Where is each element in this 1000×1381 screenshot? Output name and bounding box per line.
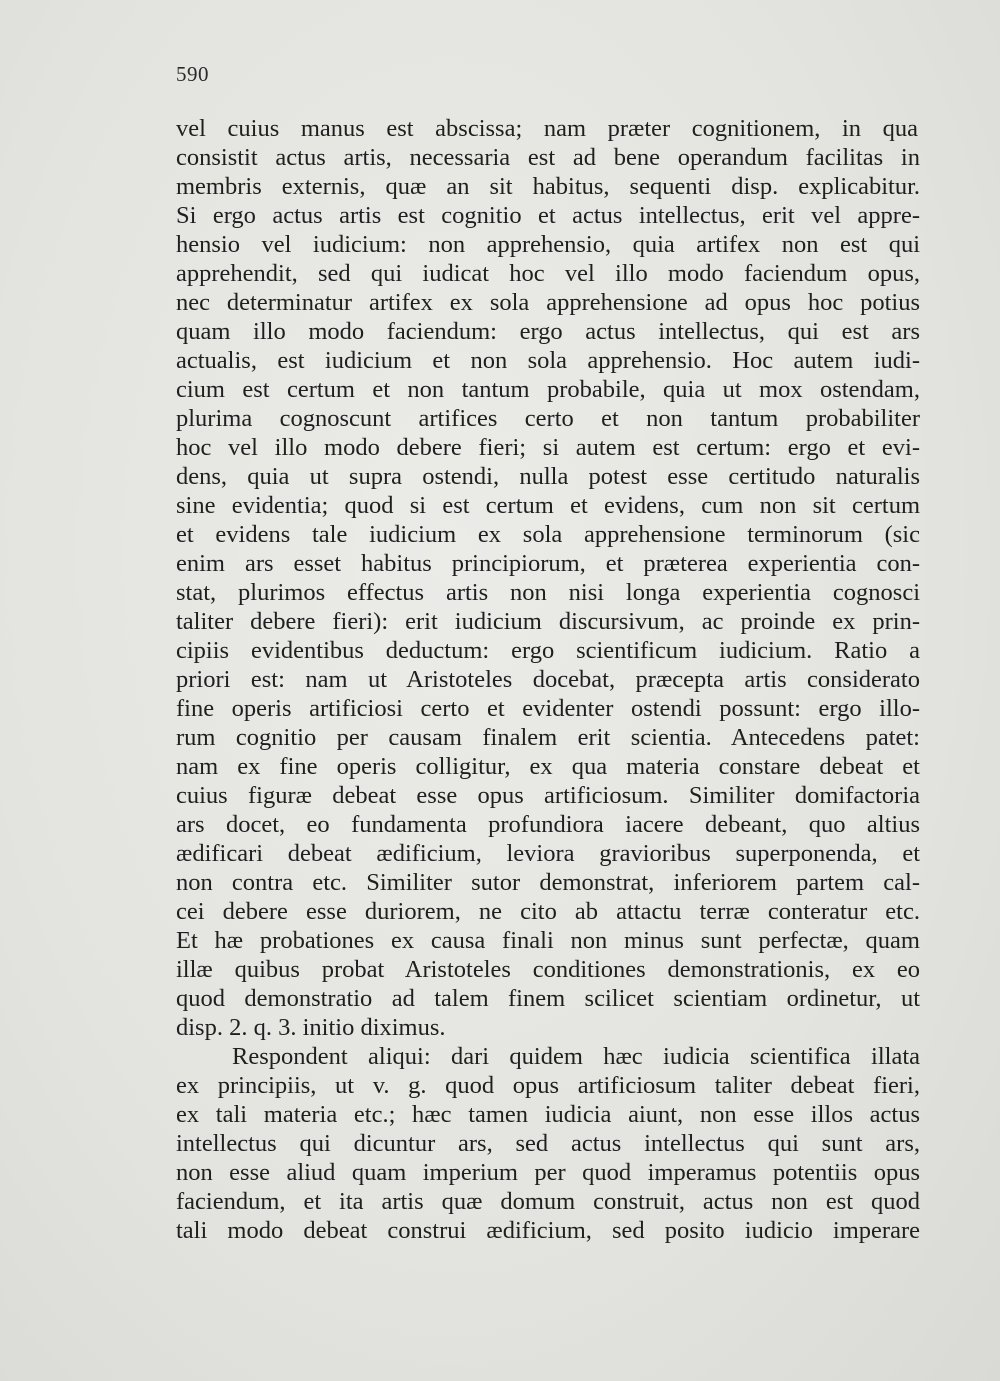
text-line: membris externis, quæ an sit habitus, sequenti disp. explicabitur. [176, 173, 920, 200]
text-line: hoc vel illo modo debere fieri; si autem est certum: ergo et evi- [176, 434, 920, 461]
text-line: intellectus qui dicuntur ars, sed actus intellectus qui sunt ars, [176, 1130, 920, 1157]
text-line: vel cuius manus est abscissa; nam præter cognitionem, in qua [176, 115, 918, 142]
text-line: nam ex fine operis colligitur, ex qua materia constare debeat et [176, 753, 920, 780]
text-line: non esse aliud quam imperium per quod imperamus potentiis opus [176, 1159, 920, 1186]
text-line: cipiis evidentibus deductum: ergo scientificum iudicium. Ratio a [176, 637, 920, 664]
text-line: tali modo debeat construi ædificium, sed posito iudicio imperare [176, 1217, 920, 1244]
text-line: quam illo modo faciendum: ergo actus intellectus, qui est ars [176, 318, 920, 345]
text-line: ædificari debeat ædificium, leviora gravioribus superponenda, et [176, 840, 920, 867]
text-line: plurima cognoscunt artifices certo et non tantum probabiliter [176, 405, 920, 432]
text-line: cei debere esse duriorem, ne cito ab attactu terræ conteratur etc. [176, 898, 920, 925]
text-line: sine evidentia; quod si est certum et evidens, cum non sit certum [176, 492, 920, 519]
text-line: et evidens tale iudicium ex sola apprehensione terminorum (sic [176, 521, 920, 548]
text-line: Respondent aliqui: dari quidem hæc iudicia scientifica illata [232, 1043, 920, 1070]
text-line: dens, quia ut supra ostendi, nulla potest esse certitudo naturalis [176, 463, 920, 490]
text-line: quod demonstratio ad talem finem scilicet scientiam ordinetur, ut [176, 985, 920, 1012]
text-line: actualis, est iudicium et non sola apprehensio. Hoc autem iudi- [176, 347, 920, 374]
text-line: consistit actus artis, necessaria est ad bene operandum facilitas in [176, 144, 920, 171]
text-line: enim ars esset habitus principiorum, et præterea experientia con- [176, 550, 920, 577]
text-line: ex principiis, ut v. g. quod opus artificiosum taliter debeat fieri, [176, 1072, 920, 1099]
text-line: ex tali materia etc.; hæc tamen iudicia aiunt, non esse illos actus [176, 1101, 920, 1128]
text-line: illæ quibus probat Aristoteles conditiones demonstrationis, ex eo [176, 956, 920, 983]
text-line: faciendum, et ita artis quæ domum construit, actus non est quod [176, 1188, 920, 1215]
text-line: ars docet, eo fundamenta profundiora iacere debeant, quo altius [176, 811, 920, 838]
text-line: taliter debere fieri): erit iudicium discursivum, ac proinde ex prin- [176, 608, 920, 635]
text-line: cium est certum et non tantum probabile, quia ut mox ostendam, [176, 376, 920, 403]
text-line: priori est: nam ut Aristoteles docebat, præcepta artis considerato [176, 666, 920, 693]
text-line: Si ergo actus artis est cognitio et actus intellectus, erit vel appre- [176, 202, 920, 229]
page-number: 590 [176, 62, 209, 86]
text-line: rum cognitio per causam finalem erit scientia. Antecedens patet: [176, 724, 920, 751]
text-line: nec determinatur artifex ex sola apprehensione ad opus hoc potius [176, 289, 920, 316]
text-line: disp. 2. q. 3. initio diximus. [176, 1014, 446, 1041]
text-line: stat, plurimos effectus artis non nisi longa experientia cognosci [176, 579, 920, 606]
text-line: non contra etc. Similiter sutor demonstrat, inferiorem partem cal- [176, 869, 920, 896]
text-line: fine operis artificiosi certo et evidenter ostendi possunt: ergo illo- [176, 695, 920, 722]
text-line: hensio vel iudicium: non apprehensio, quia artifex non est qui [176, 231, 920, 258]
text-line: Et hæ probationes ex causa finali non minus sunt perfectæ, quam [176, 927, 920, 954]
text-line: cuius figuræ debeat esse opus artificiosum. Similiter domifactoria [176, 782, 920, 809]
text-line: apprehendit, sed qui iudicat hoc vel illo modo faciendum opus, [176, 260, 920, 287]
